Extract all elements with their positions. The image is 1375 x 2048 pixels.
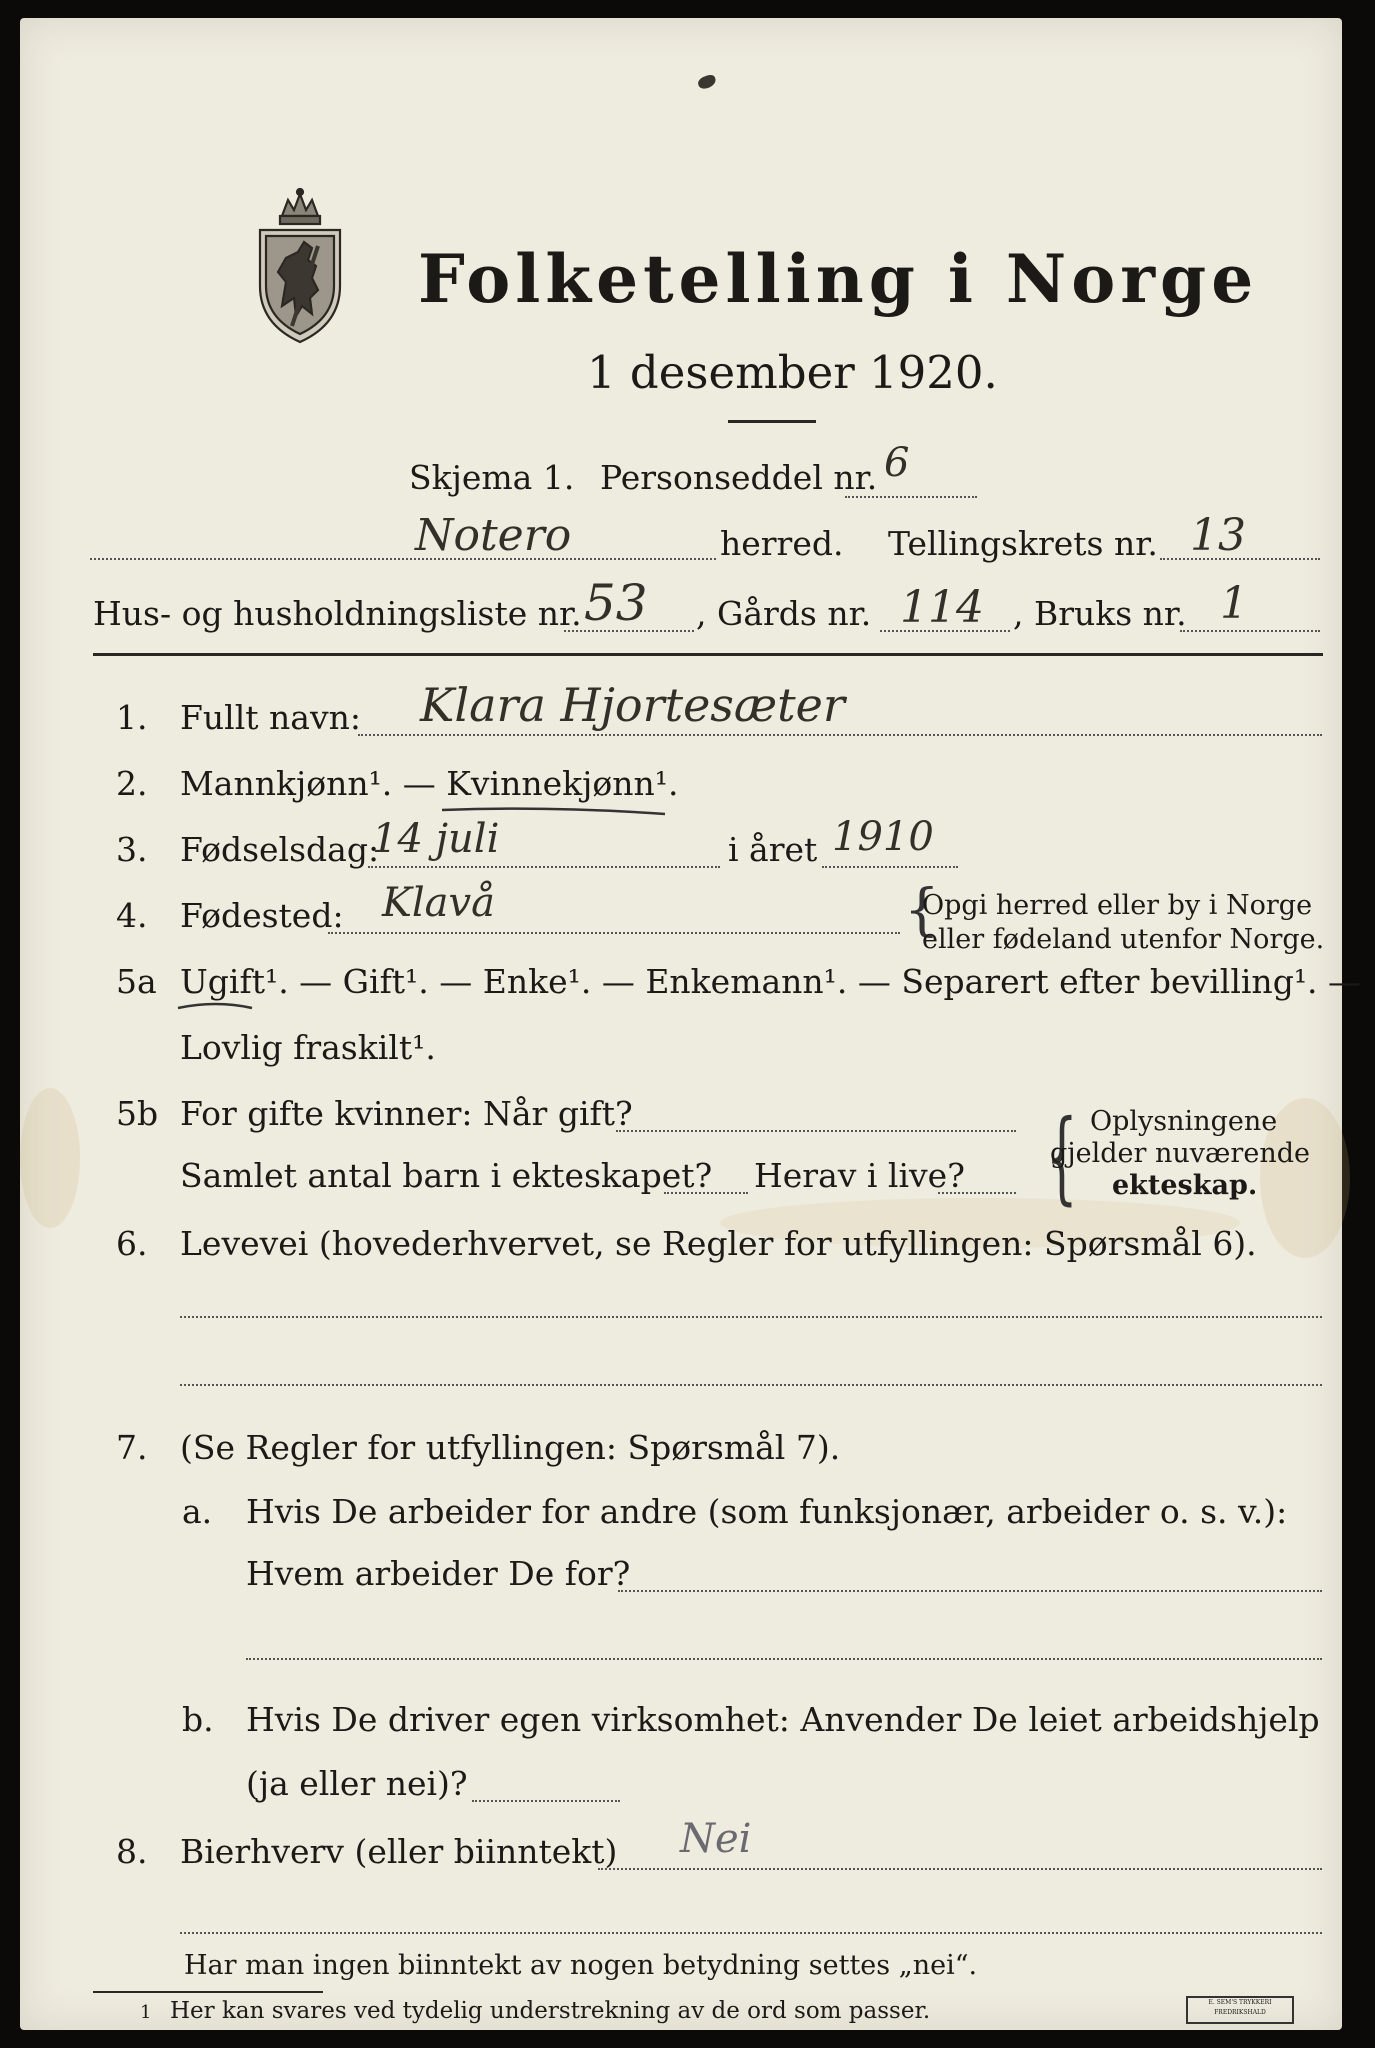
q3-birthday-value: 14 juli: [372, 816, 500, 862]
printer-stamp: E. SEM'S TRYKKERI FREDRIKSHALD: [1186, 1996, 1294, 2024]
q6-line1: [180, 1316, 1322, 1318]
q7b-answer-line: [472, 1800, 620, 1802]
gards-label: , Gårds nr.: [696, 594, 872, 633]
q4-birthplace-value: Klavå: [382, 880, 495, 926]
q7a-line-extra: [246, 1658, 1322, 1660]
herred-value: Notero: [415, 510, 572, 561]
herred-label: herred.: [720, 524, 844, 563]
q8-line: [598, 1868, 1322, 1870]
footnote-text: Her kan svares ved tydelig understrekning av de ord som passer.: [170, 1998, 931, 2024]
bruks-label: , Bruks nr.: [1013, 594, 1187, 633]
q6-line2: [180, 1384, 1322, 1386]
q7a-line1: Hvis De arbeider for andre (som funksjonær, arbeider o. s. v.):: [246, 1492, 1288, 1531]
header-rule: [93, 653, 1323, 656]
q8-line2: [180, 1932, 1322, 1934]
census-form-page: [20, 18, 1362, 2030]
q3-year-value: 1910: [832, 814, 934, 860]
q8-number: 8.: [116, 1832, 148, 1871]
q3-year-line: [822, 866, 958, 868]
q1-full-name-value: Klara Hjortesæter: [420, 678, 845, 732]
q3-number: 3.: [116, 830, 148, 869]
title-divider: [728, 420, 816, 423]
q7b-line2: (ja eller nei)?: [246, 1764, 468, 1803]
q7a-line2: Hvem arbeider De for?: [246, 1554, 631, 1593]
q5b-line1: For gifte kvinner: Når gift?: [180, 1094, 633, 1133]
q4-line: [328, 932, 900, 934]
tellingskrets-value: 13: [1190, 510, 1246, 561]
gards-value: 114: [900, 582, 984, 633]
footnote-rule: [93, 1991, 323, 1993]
bruks-value: 1: [1220, 578, 1248, 629]
q5b-note-line3: ekteskap.: [1112, 1170, 1258, 1201]
q7a-employer-line: [618, 1590, 1322, 1592]
q4-note-line2: eller fødeland utenfor Norge.: [922, 924, 1325, 955]
tellingskrets-label: Tellingskrets nr.: [888, 524, 1158, 563]
q1-number: 1.: [116, 698, 148, 737]
q8-side-income-value: Nei: [680, 1816, 752, 1862]
q6-occupation-label: Levevei (hovederhvervet, se Regler for utfyllingen: Spørsmål 6).: [180, 1224, 1257, 1263]
q3-date-line: [368, 866, 720, 868]
q4-label: Fødested:: [180, 896, 344, 935]
q7-number: 7.: [116, 1428, 148, 1467]
form-title: Folketelling i Norge: [418, 240, 1259, 318]
q7b-letter: b.: [182, 1700, 214, 1739]
q3-year-label: i året: [728, 830, 818, 869]
q5a-marital-options: Ugift¹. — Gift¹. — Enke¹. — Enkemann¹. — Separert efter bevilling¹. —: [180, 962, 1362, 1001]
q3-label: Fødselsdag:: [180, 830, 380, 869]
q6-number: 6.: [116, 1224, 148, 1263]
q7b-line1: Hvis De driver egen virksomhet: Anvender De leiet arbeidshjelp: [246, 1700, 1320, 1739]
q5b-brace: {: [1045, 1098, 1078, 1215]
ink-blot: [696, 73, 717, 90]
q1-label: Fullt navn:: [180, 698, 361, 737]
q5b-note-line1: Oplysningene: [1090, 1106, 1278, 1137]
q8-label: Bierhverv (eller biinntekt): [180, 1832, 618, 1871]
hus-label: Hus- og husholdningsliste nr.: [93, 594, 582, 633]
q4-brace: {: [904, 878, 940, 943]
q5b-when-line: [616, 1130, 1016, 1132]
personseddel-line: [845, 496, 977, 498]
q1-line: [358, 734, 1322, 736]
q5a-underline-mark: [176, 1000, 256, 1014]
personseddel-value: 6: [884, 440, 910, 486]
norwegian-coat-of-arms-icon: [252, 186, 348, 346]
q4-note-line1: Opgi herred eller by i Norge: [922, 890, 1313, 921]
footer-note: Har man ingen biinntekt av nogen betydning settes „nei“.: [184, 1950, 978, 1981]
personseddel-label: Personseddel nr.: [600, 458, 878, 497]
q5a-number: 5a: [116, 962, 157, 1001]
hus-value: 53: [584, 574, 648, 632]
q2-number: 2.: [116, 764, 148, 803]
q5b-children-label: Samlet antal barn i ekteskapet?: [180, 1156, 713, 1195]
q7a-letter: a.: [182, 1492, 213, 1531]
herred-line: [90, 558, 716, 560]
q5b-note-line2: gjelder nuværende: [1050, 1138, 1310, 1169]
q4-number: 4.: [116, 896, 148, 935]
schema-label: Skjema 1.: [409, 458, 575, 497]
q5b-alive-line: [938, 1192, 1016, 1194]
bruks-line: [1180, 630, 1320, 632]
q7-label: (Se Regler for utfyllingen: Spørsmål 7).: [180, 1428, 841, 1467]
q5b-alive-label: Herav i live?: [754, 1156, 965, 1195]
q5a-line2: Lovlig fraskilt¹.: [180, 1028, 436, 1067]
q5b-children-line: [664, 1192, 748, 1194]
q2-gender-options: Mannkjønn¹. — Kvinnekjønn¹.: [180, 764, 679, 803]
q5b-number: 5b: [116, 1094, 159, 1133]
paper-stain: [20, 1088, 80, 1228]
footnote-mark: 1: [140, 2002, 152, 2023]
form-date: 1 desember 1920.: [587, 346, 998, 399]
